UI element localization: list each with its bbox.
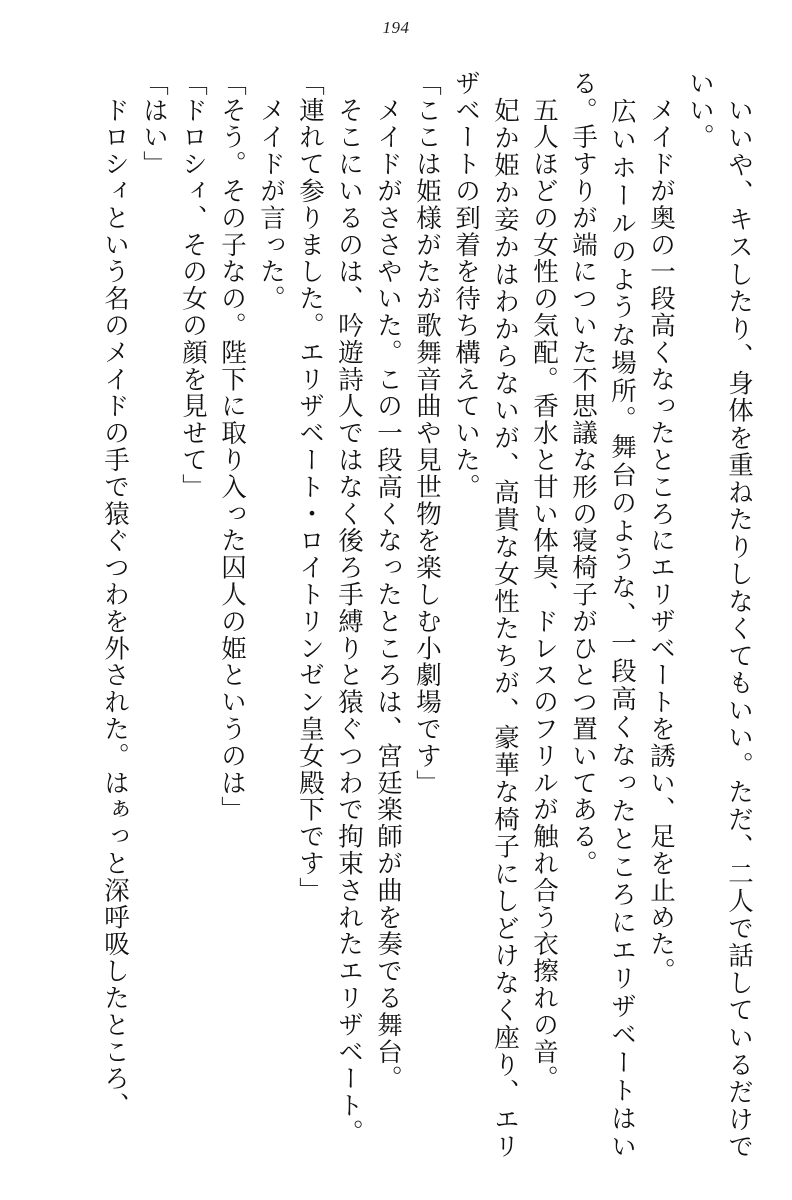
page-number: 194 [382, 18, 410, 37]
paragraph: 「そう。その子なの。陛下に取り入った囚人の姫というのは」 [217, 70, 247, 824]
paragraph: いいや、キスしたり、身体を重ねたりしなくてもいい。ただ、二人で話しているだけでいい。 [685, 70, 754, 1160]
paragraph: そこにいるのは、吟遊詩人ではなく後ろ手縛りと猿ぐつわで拘束されたエリザベート。 [334, 70, 364, 1146]
paragraph-block [95, 70, 758, 1160]
paragraph: メイドが奥の一段高くなったところにエリザベートを誘い、足を止めた。 [646, 70, 676, 985]
paragraph: 五人ほどの女性の気配。香水と甘い体臭、ドレスのフリルが触れ合う衣擦れの音。 [529, 70, 559, 1093]
paragraph: 「ドロシィ、その女の顔を見せて」 [178, 70, 208, 501]
paragraph: 「連れて参りました。エリザベート・ロイトリンゼン皇女殿下です」 [295, 70, 325, 904]
paragraph: ドロシィという名のメイドの手で猿ぐつわを外された。はぁっと深呼吸したところ、 [100, 70, 130, 1120]
paragraph: 「ここは姫様がたが歌舞音曲や見世物を楽しむ小劇場です」 [412, 70, 442, 797]
paragraph: 「はい」 [139, 70, 169, 178]
paragraph: 妃か姫か妾かはわからないが、高貴な女性たちが、豪華な椅子にしどけなく座り、エリザベートの到着を待ち構えていた。 [451, 70, 520, 1160]
paragraph: 広いホールのような場所。舞台のような、一段高くなったところにエリザベートはいる。手すりが端についた不思議な形の寝椅子がひとつ置いてある。 [568, 70, 637, 1160]
paragraph: メイドがささやいた。この一段高くなったところは、宮廷楽師が曲を奏でる舞台。 [373, 70, 403, 1093]
paragraph: メイドが言った。 [256, 70, 286, 313]
page-text-body [34, 70, 758, 1170]
